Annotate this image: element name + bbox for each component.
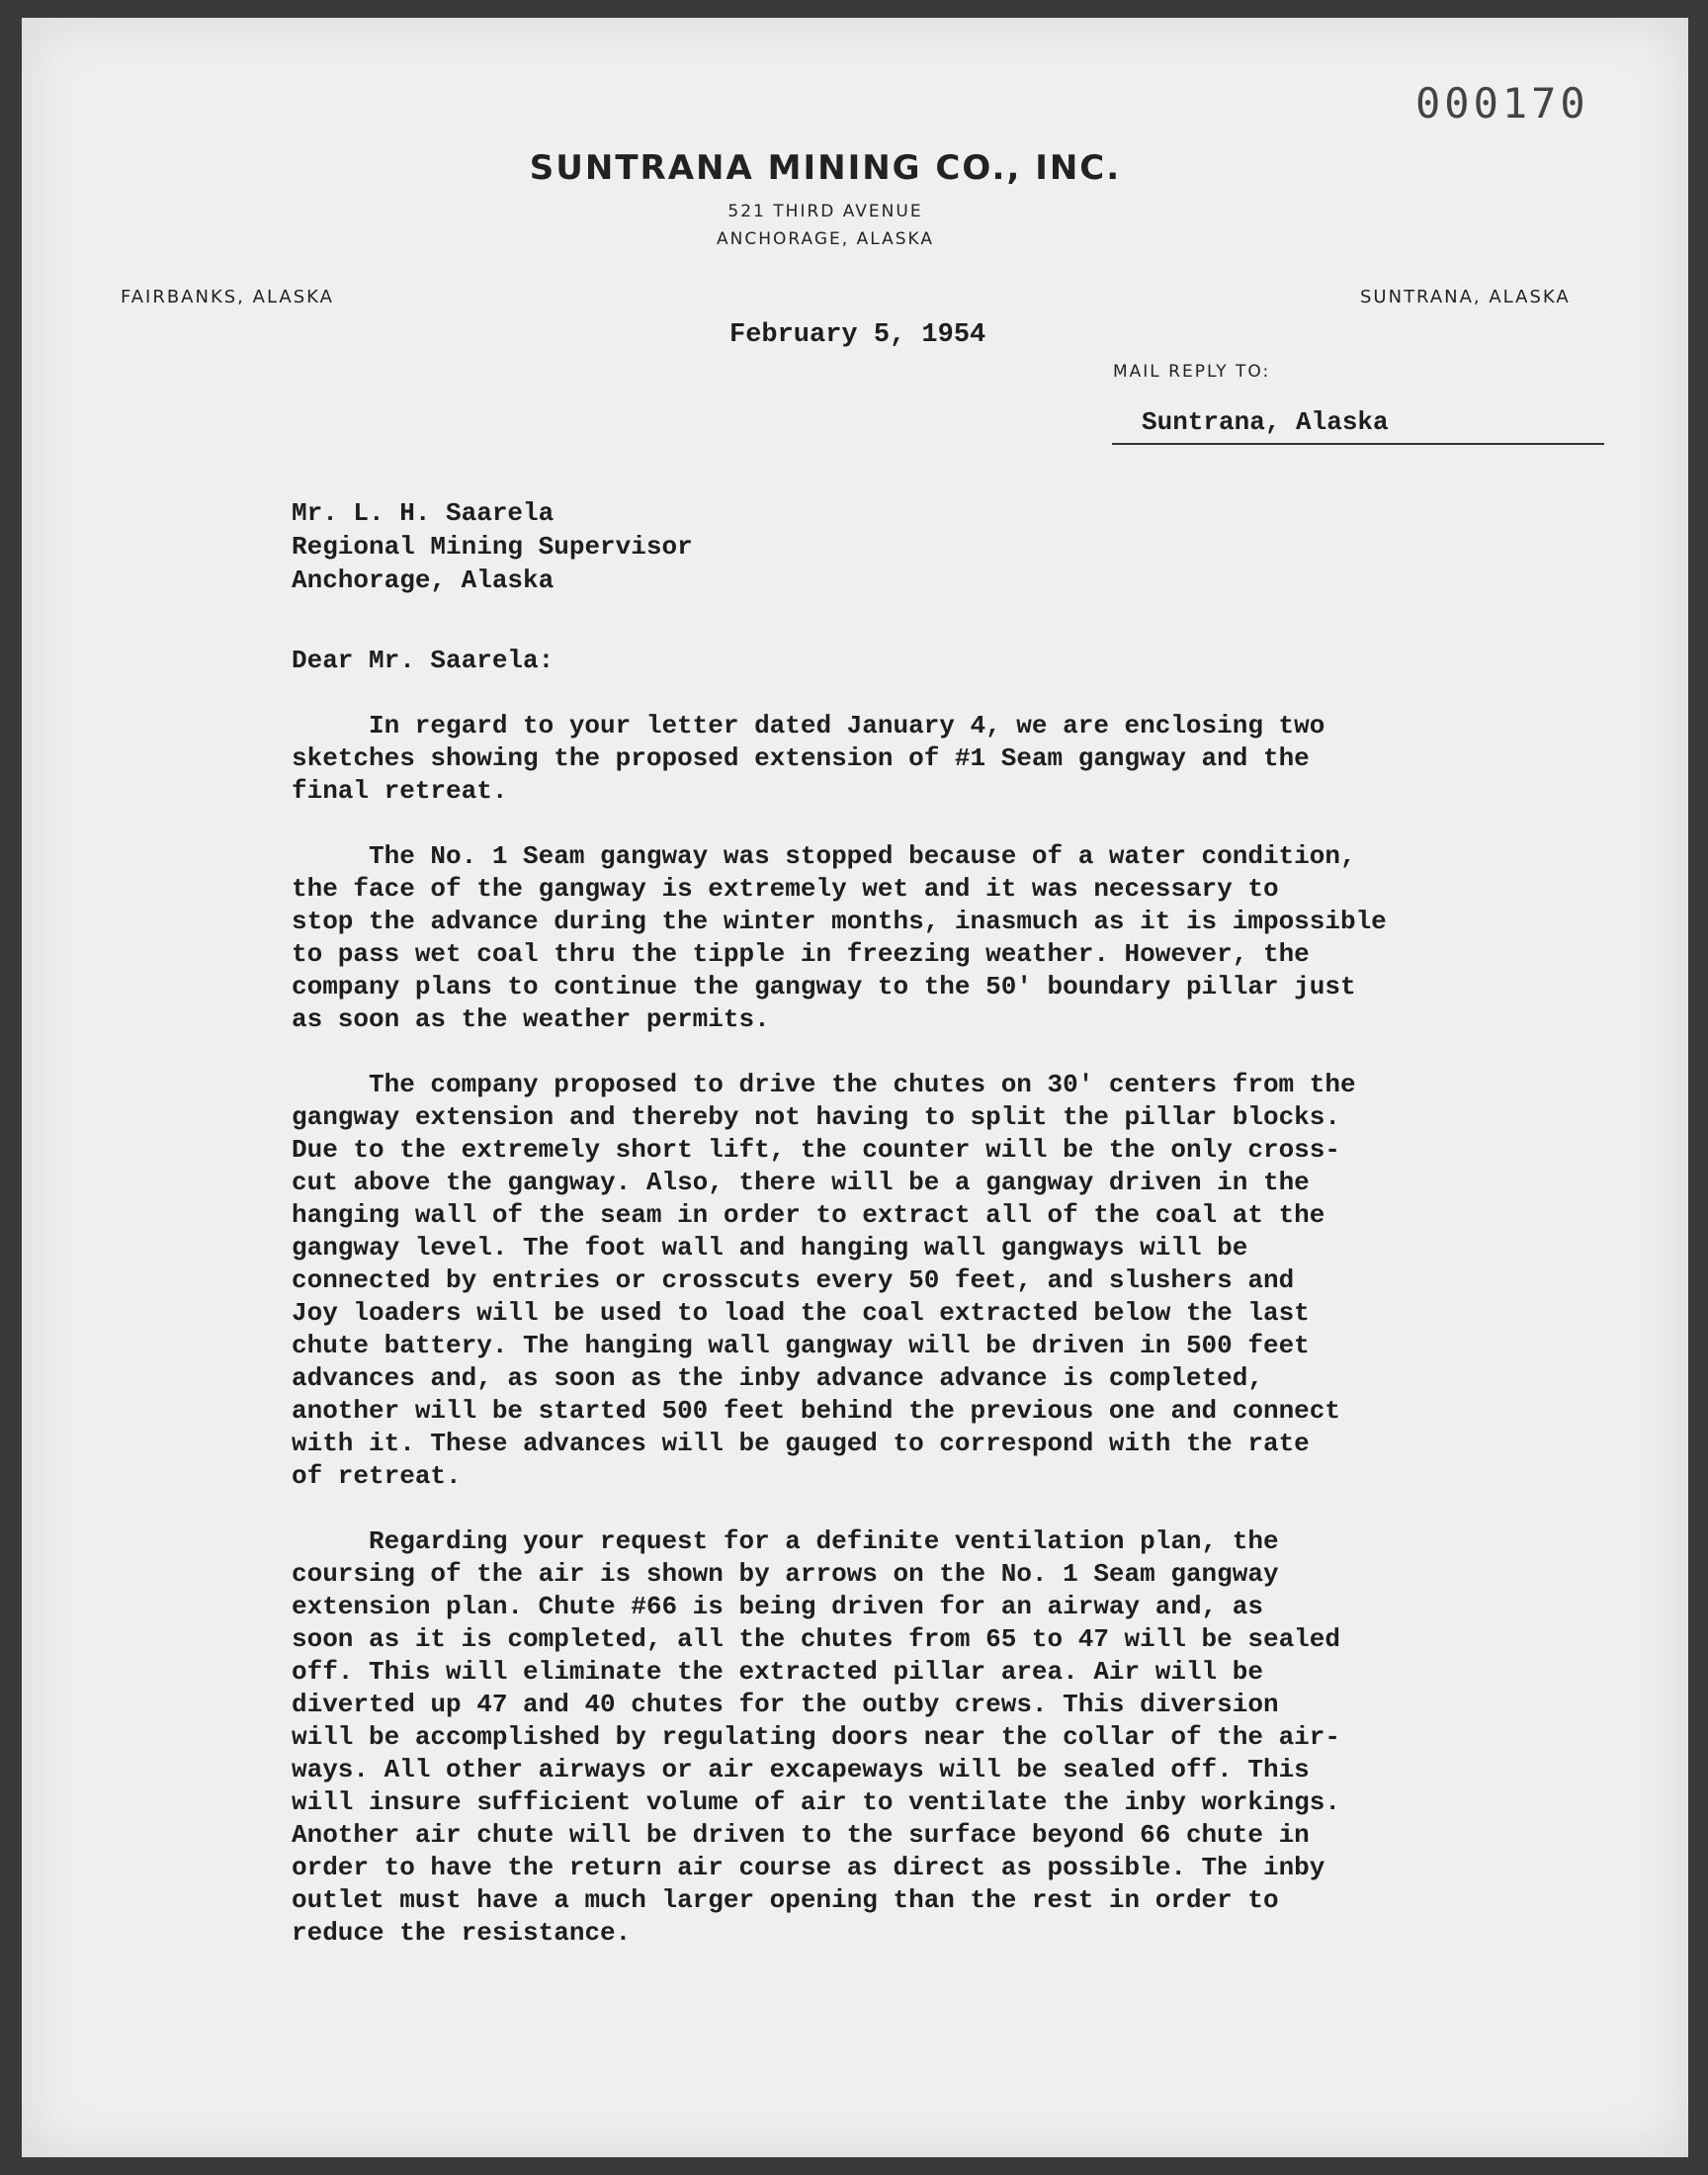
letter-page: [22, 18, 1688, 2157]
letterhead: [22, 148, 1688, 249]
body-line: The company proposed to drive the chutes on 30' centers from the: [369, 1070, 1356, 1099]
body-line: reduce the resistance.: [292, 1918, 632, 1948]
body-line: the face of the gangway is extremely wet and it was necessary to: [292, 874, 1279, 904]
body-line: with it. These advances will be gauged to correspond with the rate: [292, 1429, 1310, 1458]
body-paragraph: [292, 1069, 1507, 1493]
body-line: will insure sufficient volume of air to ventilate the inby workings.: [292, 1787, 1340, 1817]
recipient-location: Anchorage, Alaska: [292, 566, 555, 595]
salutation: Dear Mr. Saarela:: [292, 646, 555, 675]
body-line: extension plan. Chute #66 is being driven for an airway and, as: [292, 1592, 1263, 1621]
body-line: as soon as the weather permits.: [292, 1004, 770, 1034]
body-line: outlet must have a much larger opening than the rest in order to: [292, 1885, 1279, 1915]
body-line: Due to the extremely short lift, the counter will be the only cross-: [292, 1135, 1340, 1165]
body-line: will be accomplished by regulating doors near the collar of the air-: [292, 1722, 1340, 1752]
mail-reply-field: [1112, 407, 1604, 445]
body-line: chute battery. The hanging wall gangway will be driven in 500 feet: [292, 1331, 1310, 1360]
body-line: The No. 1 Seam gangway was stopped because of a water condition,: [369, 841, 1356, 871]
body-line: hanging wall of the seam in order to extract all of the coal at the: [292, 1200, 1325, 1230]
body-line: another will be started 500 feet behind the previous one and connect: [292, 1396, 1340, 1426]
company-city: ANCHORAGE, ALASKA: [717, 229, 934, 249]
body-line: gangway extension and thereby not having to split the pillar blocks.: [292, 1102, 1340, 1132]
company-street: 521 THIRD AVENUE: [727, 202, 923, 221]
body-line: to pass wet coal thru the tipple in freezing weather. However, the: [292, 939, 1310, 969]
body-line: In regard to your letter dated January 4, we are enclosing two: [369, 711, 1325, 740]
recipient-block: [292, 496, 693, 597]
body-line: soon as it is completed, all the chutes from 65 to 47 will be sealed: [292, 1624, 1340, 1654]
letter-body: [292, 645, 1507, 1982]
paragraphs: [292, 710, 1507, 1950]
document-number-stamp: 000170: [1415, 79, 1589, 128]
body-paragraph: [292, 840, 1507, 1036]
letterhead-left-city: FAIRBANKS, ALASKA: [121, 287, 334, 307]
mail-reply-label: MAIL REPLY TO:: [1113, 362, 1271, 382]
body-paragraph: [292, 710, 1507, 808]
recipient-name: Mr. L. H. Saarela: [292, 498, 555, 528]
mail-reply-value: Suntrana, Alaska: [1142, 407, 1389, 437]
body-line: Another air chute will be driven to the surface beyond 66 chute in: [292, 1820, 1310, 1850]
body-paragraph: [292, 1525, 1507, 1950]
body-line: Joy loaders will be used to load the coal extracted below the last: [292, 1298, 1310, 1328]
company-name: SUNTRANA MINING CO., INC.: [529, 148, 1122, 188]
body-line: coursing of the air is shown by arrows on the No. 1 Seam gangway: [292, 1559, 1279, 1589]
body-line: cut above the gangway. Also, there will be a gangway driven in the: [292, 1168, 1310, 1197]
body-line: sketches showing the proposed extension of #1 Seam gangway and the: [292, 743, 1310, 773]
body-line: connected by entries or crosscuts every 50 feet, and slushers and: [292, 1265, 1295, 1295]
body-line: order to have the return air course as direct as possible. The inby: [292, 1853, 1325, 1882]
letterhead-right-city: SUNTRANA, ALASKA: [1360, 287, 1571, 307]
body-line: ways. All other airways or air excapeways will be sealed off. This: [292, 1755, 1310, 1784]
body-line: Regarding your request for a definite ventilation plan, the: [369, 1526, 1279, 1556]
letter-date: February 5, 1954: [729, 320, 986, 350]
body-line: diverted up 47 and 40 chutes for the outby crews. This diversion: [292, 1690, 1279, 1719]
body-line: final retreat.: [292, 776, 508, 806]
recipient-title: Regional Mining Supervisor: [292, 532, 693, 562]
body-line: advances and, as soon as the inby advance advance is completed,: [292, 1363, 1263, 1393]
body-line: company plans to continue the gangway to the 50' boundary pillar just: [292, 972, 1356, 1001]
body-line: gangway level. The foot wall and hanging wall gangways will be: [292, 1233, 1248, 1262]
body-line: off. This will eliminate the extracted pillar area. Air will be: [292, 1657, 1263, 1687]
body-line: of retreat.: [292, 1461, 462, 1491]
body-line: stop the advance during the winter months, inasmuch as it is impossible: [292, 907, 1387, 936]
